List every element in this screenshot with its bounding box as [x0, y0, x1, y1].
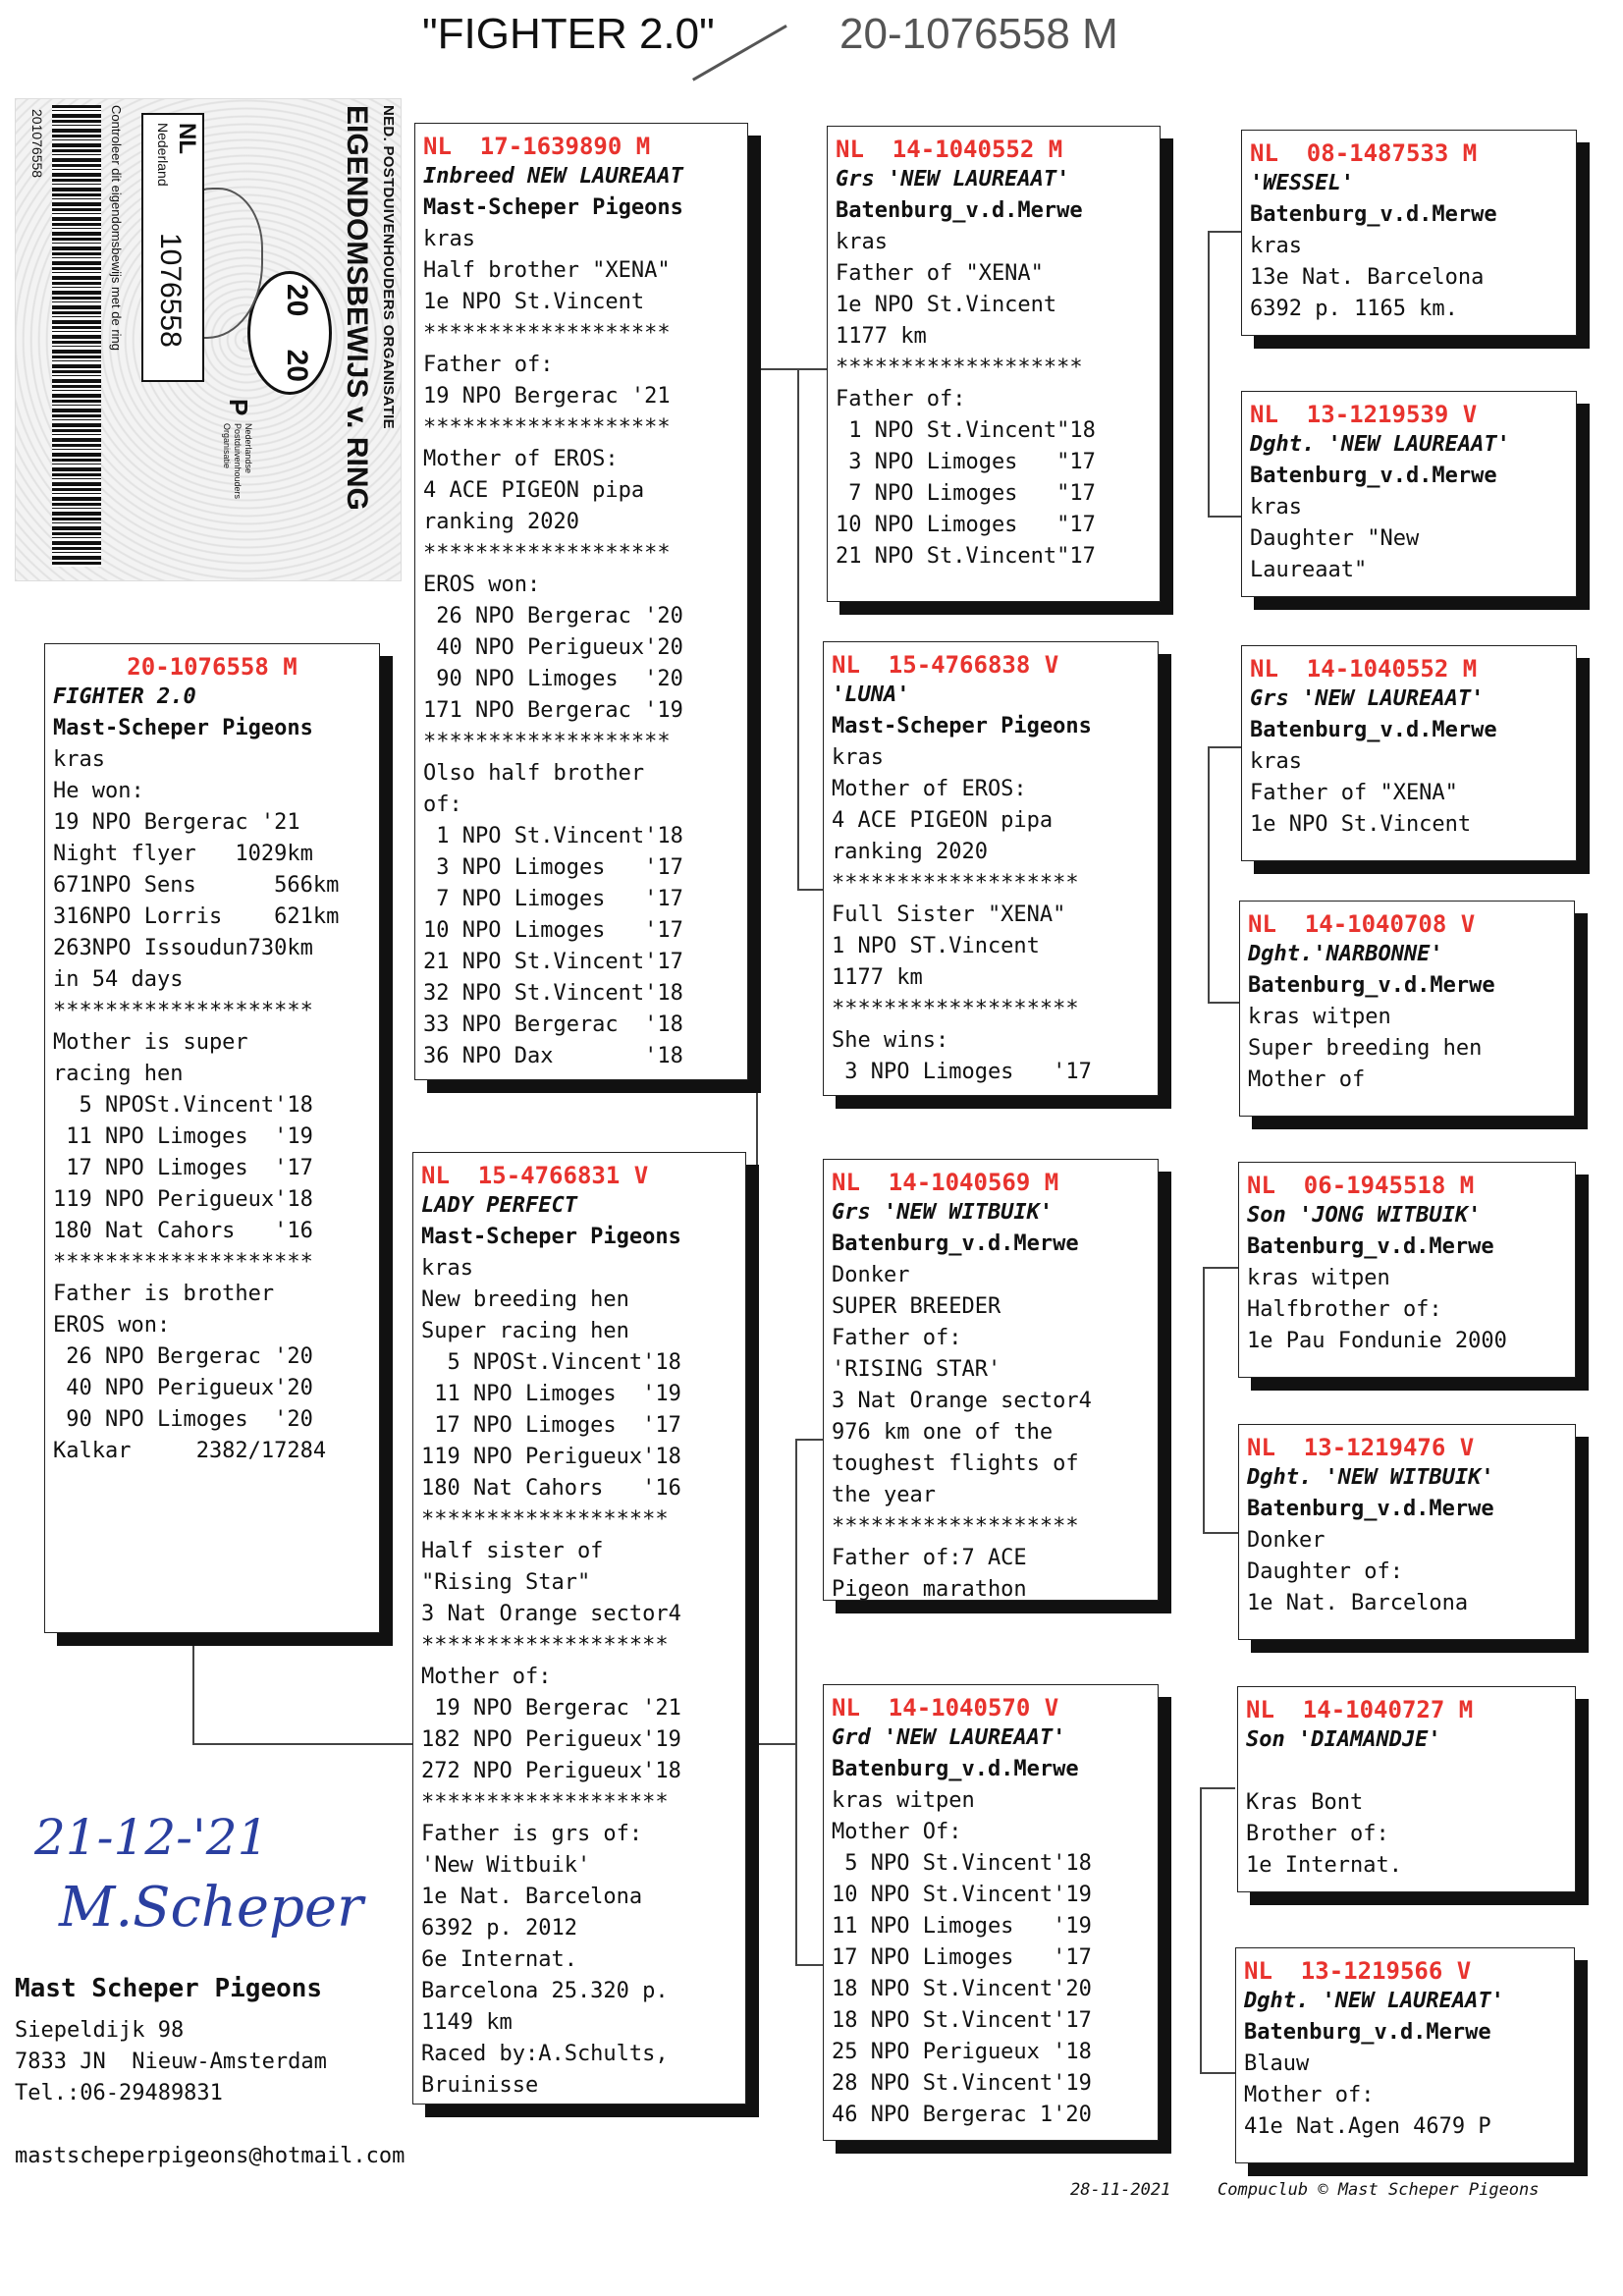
pigeon-card-ffm: [1241, 391, 1577, 597]
pigeon-info-line: *******************: [832, 871, 1079, 896]
connector-line: [795, 1964, 825, 1966]
pigeon-info-line: Batenburg_v.d.Merwe: [832, 1757, 1079, 1781]
signature-name: M.Scheper: [59, 1876, 363, 1940]
pigeon-info-line: *******************: [423, 415, 671, 440]
pigeon-info-line: the year: [832, 1483, 936, 1507]
pigeon-info-line: *******************: [421, 1633, 669, 1658]
pigeon-name: Dght. 'NEW LAUREAAT': [1250, 432, 1510, 457]
pigeon-info-line: Father is grs of:: [421, 1822, 643, 1846]
pigeon-name: LADY PERFECT: [421, 1193, 577, 1218]
pigeon-info-line: *******************: [832, 1514, 1079, 1539]
pigeon-info-line: 3 NPO Limoges "17: [836, 450, 1096, 474]
pigeon-info-line: *******************: [423, 321, 671, 346]
ring-number: NL 13-1219566 V: [1244, 1957, 1472, 1985]
pigeon-info-line: kras: [832, 745, 884, 770]
pigeon-info-line: Kalkar 2382/17284: [53, 1439, 327, 1463]
connector-line: [756, 368, 758, 1743]
pigeon-info-line: Daughter of:: [1247, 1559, 1403, 1584]
pigeon-info-line: Mast-Scheper Pigeons: [832, 714, 1092, 738]
pigeon-info-line: 180 Nat Cahors '16: [53, 1219, 313, 1243]
pigeon-info-line: Batenburg_v.d.Merwe: [1247, 1234, 1494, 1259]
pigeon-info-line: Raced by:A.Schults,: [421, 2042, 669, 2066]
pigeon-info-line: New breeding hen: [421, 1287, 629, 1312]
pigeon-info-line: 11 NPO Limoges '19: [421, 1382, 681, 1406]
pigeon-info-line: 19 NPO Bergerac '21: [423, 384, 671, 409]
pigeon-name: 'LUNA': [832, 683, 910, 707]
pigeon-name: Grs 'NEW WITBUIK': [832, 1200, 1054, 1225]
pigeon-info-line: 17 NPO Limoges '17: [832, 1945, 1092, 1970]
pigeon-info-line: 13e Nat. Barcelona: [1250, 265, 1485, 290]
pigeon-info-line: 36 NPO Dax '18: [423, 1044, 683, 1068]
pigeon-name: Dght.'NARBONNE': [1248, 942, 1443, 966]
pigeon-info-line: Bruinisse: [421, 2073, 539, 2098]
pigeon-info-line: 6e Internat.: [421, 1947, 577, 1972]
pigeon-info-line: 1e NPO St.Vincent: [836, 293, 1057, 317]
pigeon-info-line: kras: [421, 1256, 473, 1281]
pigeon-info-line: 17 NPO Limoges '17: [421, 1413, 681, 1438]
pigeon-info-line: 19 NPO Bergerac '21: [53, 810, 300, 835]
pigeon-info-line: 10 NPO Limoges '17: [423, 918, 683, 943]
pigeon-info-line: 119 NPO Perigueux'18: [53, 1187, 313, 1212]
pigeon-info-line: 1e Nat. Barcelona: [421, 1885, 643, 1909]
pigeon-info-line: 21 NPO St.Vincent"17: [836, 544, 1096, 569]
pigeon-info-line: 41e Nat.Agen 4679 P: [1244, 2114, 1491, 2139]
pigeon-info-line: *******************: [423, 730, 671, 754]
pigeon-card-main: [44, 643, 380, 1633]
pigeon-info-line: 11 NPO Limoges '19: [832, 1914, 1092, 1939]
owner-name: Mast Scheper Pigeons: [15, 1974, 323, 2003]
card-year-a: 20: [281, 284, 313, 317]
pigeon-card-mf: [823, 1159, 1159, 1601]
connector-line: [1203, 1532, 1238, 1534]
pigeon-info-line: EROS won:: [423, 573, 541, 597]
connector-line: [756, 1743, 795, 1745]
pigeon-info-line: 18 NPO St.Vincent'17: [832, 2008, 1092, 2033]
connector-line: [1200, 2072, 1235, 2074]
pigeon-info-line: Mast-Scheper Pigeons: [423, 195, 683, 220]
pigeon-info-line: 1 NPO ST.Vincent: [832, 934, 1040, 958]
owner-address: Siepeldijk 98: [15, 2018, 185, 2043]
connector-line: [192, 1743, 412, 1745]
pigeon-info-line: Super racing hen: [421, 1319, 629, 1343]
pigeon-info-line: SUPER BREEDER: [832, 1294, 1001, 1319]
pigeon-info-line: Batenburg_v.d.Merwe: [1247, 1497, 1494, 1521]
ring-number: NL 14-1040708 V: [1248, 910, 1476, 938]
pigeon-info-line: 1 NPO St.Vincent'18: [423, 824, 683, 848]
connector-line: [1208, 231, 1210, 516]
pigeon-info-line: ranking 2020: [423, 510, 579, 534]
pigeon-name: Dght. 'NEW LAUREAAT': [1244, 1989, 1504, 2013]
pigeon-info-line: Kras Bont: [1246, 1790, 1364, 1815]
pigeon-name: FIGHTER 2.0: [53, 684, 196, 709]
pigeon-info-line: 5 NPO St.Vincent'18: [832, 1851, 1092, 1876]
pigeon-info-line: 1e Pau Fondunie 2000: [1247, 1329, 1507, 1353]
pigeon-info-line: Olso half brother: [423, 761, 645, 786]
pigeon-info-line: 90 NPO Limoges '20: [53, 1407, 313, 1432]
card-year-b: 20: [281, 349, 313, 382]
pigeon-info-line: Father of:7 ACE: [832, 1546, 1027, 1570]
pigeon-info-line: 'RISING STAR': [832, 1357, 1001, 1382]
pigeon-info-line: kras witpen: [832, 1788, 975, 1813]
card-number: 1076558: [154, 233, 187, 348]
connector-line: [1200, 1787, 1235, 1789]
pigeon-name: Inbreed NEW LAUREAAT: [423, 164, 683, 189]
owner-phone: Tel.:06-29489831: [15, 2081, 223, 2105]
pigeon-info-line: Daughter "New: [1250, 526, 1420, 551]
ring-number: NL 14-1040570 V: [832, 1694, 1059, 1722]
pigeon-info-line: Half brother "XENA": [423, 258, 671, 283]
pigeon-name: Son 'DIAMANDJE': [1246, 1727, 1441, 1752]
pigeon-info-line: 'New Witbuik': [421, 1853, 591, 1878]
connector-line: [1208, 516, 1241, 518]
connector-line: [1208, 231, 1241, 233]
pigeon-info-line: Pigeon marathon: [832, 1577, 1027, 1602]
pigeon-info-line: racing hen: [53, 1062, 184, 1086]
pigeon-info-line: 10 NPO Limoges "17: [836, 513, 1096, 537]
pigeon-info-line: 7 NPO Limoges "17: [836, 481, 1096, 506]
connector-line: [1208, 746, 1210, 1002]
pigeon-info-line: He won:: [53, 779, 144, 803]
pigeon-info-line: 26 NPO Bergerac '20: [53, 1344, 313, 1369]
pigeon-card-fff: [1241, 130, 1577, 336]
card-title: EIGENDOMSBEWIJS v. RING: [341, 105, 373, 511]
pigeon-info-line: Mother is super: [53, 1030, 248, 1055]
pigeon-info-line: Mother Of:: [832, 1820, 962, 1844]
pigeon-info-line: Batenburg_v.d.Merwe: [1248, 973, 1495, 998]
pigeon-info-line: Mast-Scheper Pigeons: [53, 716, 313, 740]
pigeon-info-line: 1e NPO St.Vincent: [423, 290, 645, 314]
card-barcode-number: 201076558: [29, 109, 45, 179]
pigeon-info-line: Batenburg_v.d.Merwe: [1250, 464, 1497, 488]
pigeon-info-line: Laureaat": [1250, 558, 1368, 582]
ring-number: 20-1076558 M: [127, 653, 298, 681]
connector-line: [192, 1635, 194, 1743]
pigeon-info-line: ranking 2020: [832, 840, 988, 864]
pigeon-info-line: *******************: [832, 997, 1079, 1021]
card-check-text: Controleer dit eigendomsbewijs met de ring: [109, 105, 124, 352]
pigeon-info-line: EROS won:: [53, 1313, 171, 1338]
pigeon-info-line: 18 NPO St.Vincent'20: [832, 1977, 1092, 2001]
pigeon-info-line: 182 NPO Perigueux'19: [421, 1727, 681, 1752]
ring-number: NL 13-1219476 V: [1247, 1434, 1475, 1461]
connector-line: [795, 1439, 797, 1964]
pigeon-info-line: Mother of EROS:: [423, 447, 619, 471]
pigeon-info-line: Halfbrother of:: [1247, 1297, 1442, 1322]
pigeon-info-line: 17 NPO Limoges '17: [53, 1156, 313, 1180]
connector-line: [1208, 746, 1241, 748]
pigeon-card-mother: [412, 1152, 746, 2105]
ring-number: NL 08-1487533 M: [1250, 139, 1478, 167]
pigeon-info-line: Batenburg_v.d.Merwe: [836, 198, 1083, 223]
pigeon-info-line: Father of:: [832, 1326, 962, 1350]
pigeon-info-line: Donker: [1247, 1528, 1325, 1553]
barcode-icon: [52, 105, 101, 567]
card-org: NED. POSTDUIVENHOUDERS ORGANISATIE: [380, 105, 397, 429]
pigeon-info-line: 40 NPO Perigueux'20: [53, 1376, 313, 1400]
pigeon-card-ff: [827, 126, 1161, 602]
ring-number: NL 14-1040552 M: [1250, 655, 1478, 683]
pigeon-info-line: 11 NPO Limoges '19: [53, 1124, 313, 1149]
pigeon-card-mmm: [1235, 1947, 1575, 2163]
pigeon-info-line: 32 NPO St.Vincent'18: [423, 981, 683, 1006]
pigeon-info-line: Batenburg_v.d.Merwe: [1250, 202, 1497, 227]
pigeon-info-line: 119 NPO Perigueux'18: [421, 1445, 681, 1469]
pigeon-name: Grs 'NEW LAUREAAT': [1250, 686, 1485, 711]
pigeon-info-line: 28 NPO St.Vincent'19: [832, 2071, 1092, 2096]
pigeon-info-line: Mother of:: [421, 1665, 552, 1689]
pigeon-info-line: 4 ACE PIGEON pipa: [832, 808, 1054, 833]
ownership-card: [15, 98, 402, 581]
pigeon-info-line: Batenburg_v.d.Merwe: [1244, 2020, 1491, 2045]
pigeon-info-line: 180 Nat Cahors '16: [421, 1476, 681, 1501]
pigeon-card-mfm: [1238, 1424, 1576, 1640]
pigeon-info-line: *******************: [836, 355, 1083, 380]
pigeon-info-line: kras: [53, 747, 105, 772]
pigeon-info-line: Mast-Scheper Pigeons: [421, 1225, 681, 1249]
pigeon-info-line: kras: [1250, 495, 1302, 519]
pigeon-name: Son 'JONG WITBUIK': [1247, 1203, 1482, 1228]
pigeon-info-line: kras: [1250, 234, 1302, 258]
pigeon-info-line: 1 NPO St.Vincent"18: [836, 418, 1096, 443]
pigeon-info-line: 90 NPO Limoges '20: [423, 667, 683, 691]
pigeon-info-line: 5 NPOSt.Vincent'18: [421, 1350, 681, 1375]
pigeon-info-line: Donker: [832, 1263, 910, 1287]
pigeon-name-header: "FIGHTER 2.0": [422, 10, 715, 58]
connector-line: [797, 368, 799, 889]
card-country: NL: [174, 123, 200, 154]
pigeon-info-line: 33 NPO Bergerac '18: [423, 1012, 683, 1037]
pigeon-card-fmf: [1241, 645, 1577, 861]
pigeon-info-line: Father of "XENA": [836, 261, 1044, 286]
ring-number-header: 20-1076558 M: [839, 10, 1118, 58]
pigeon-info-line: 6392 p. 1165 km.: [1250, 297, 1458, 321]
pigeon-info-line: kras: [836, 230, 888, 254]
pigeon-info-line: *******************: [421, 1790, 669, 1815]
pigeon-info-line: Father of "XENA": [1250, 781, 1458, 805]
pigeon-info-line: kras witpen: [1247, 1266, 1390, 1290]
ring-number: NL 17-1639890 M: [423, 133, 651, 160]
pigeon-info-line: [1246, 1756, 1567, 1787]
pigeon-name: Grs 'NEW LAUREAAT': [836, 167, 1070, 191]
connector-line: [1208, 1002, 1241, 1004]
ring-number: NL 14-1040569 M: [832, 1169, 1059, 1196]
pigeon-info-line: 4 ACE PIGEON pipa: [423, 478, 645, 503]
pigeon-info-line: 25 NPO Perigueux '18: [832, 2040, 1092, 2064]
print-date: 28-11-2021: [1070, 2180, 1171, 2200]
card-logo-text: Nederlandse Postduivenhouders Organisatie: [222, 423, 253, 500]
ring-number: NL 13-1219539 V: [1250, 401, 1478, 428]
owner-city: 7833 JN Nieuw-Amsterdam: [15, 2050, 327, 2074]
pigeon-info-line: kras witpen: [1248, 1005, 1391, 1029]
pigeon-name: Dght. 'NEW WITBUIK': [1247, 1465, 1494, 1490]
pigeon-info-line: 3 Nat Orange sector4: [421, 1602, 681, 1626]
ring-number: NL 14-1040552 M: [836, 136, 1063, 163]
pigeon-info-line: *******************: [421, 1507, 669, 1532]
ring-number: NL 14-1040727 M: [1246, 1696, 1474, 1723]
pigeon-info-line: 21 NPO St.Vincent'17: [423, 950, 683, 974]
pigeon-info-line: Mother of: [1248, 1067, 1366, 1092]
pigeon-card-mff: [1238, 1162, 1576, 1378]
pigeon-info-line: 7 NPO Limoges '17: [423, 887, 683, 911]
pigeon-info-line: "Rising Star": [421, 1570, 591, 1595]
card-letter: P: [224, 399, 253, 416]
pigeon-info-line: 1177 km: [832, 965, 923, 990]
connector-line: [795, 1439, 825, 1441]
pigeon-info-line: of:: [423, 793, 462, 817]
pigeon-info-line: Mother of EROS:: [832, 777, 1027, 801]
pigeon-info-line: Full Sister "XENA": [832, 902, 1066, 927]
connector-line: [797, 368, 827, 370]
pigeon-info-line: kras: [423, 227, 475, 251]
pigeon-info-line: in 54 days: [53, 967, 184, 992]
pigeon-info-line: 1149 km: [421, 2010, 513, 2035]
connector-line: [1200, 1787, 1202, 2072]
pigeon-info-line: 976 km one of the: [832, 1420, 1054, 1445]
pigeon-info-line: 1e NPO St.Vincent: [1250, 812, 1472, 837]
ring-number: NL 15-4766831 V: [421, 1162, 649, 1189]
connector-line: [1203, 1267, 1205, 1532]
pigeon-info-line: kras: [1250, 749, 1302, 774]
connector-line: [756, 368, 797, 370]
ring-number: NL 06-1945518 M: [1247, 1172, 1475, 1199]
pigeon-info-line: Half sister of: [421, 1539, 604, 1563]
ring-number: NL 15-4766838 V: [832, 651, 1059, 679]
pigeon-info-line: Batenburg_v.d.Merwe: [832, 1231, 1079, 1256]
pigeon-info-line: 10 NPO St.Vincent'19: [832, 1883, 1092, 1907]
pigeon-info-line: Father of:: [836, 387, 966, 411]
pigeon-info-line: 171 NPO Bergerac '19: [423, 698, 683, 723]
signature-date: 21-12-'21: [34, 1809, 269, 1866]
pigeon-info-line: 26 NPO Bergerac '20: [423, 604, 683, 629]
pigeon-info-line: 316NPO Lorris 621km: [53, 904, 340, 929]
connector-line: [1203, 1267, 1238, 1269]
pigeon-info-line: 3 NPO Limoges '17: [423, 855, 683, 880]
pigeon-info-line: 272 NPO Perigueux'18: [421, 1759, 681, 1783]
pigeon-info-line: 263NPO Issoudun730km: [53, 936, 313, 960]
pigeon-card-mm: [823, 1684, 1159, 2141]
pigeon-info-line: Father is brother: [53, 1282, 275, 1306]
pigeon-info-line: 1177 km: [836, 324, 927, 349]
pigeon-card-father: [414, 123, 748, 1080]
pigeon-info-line: Barcelona 25.320 p.: [421, 1979, 669, 2003]
pigeon-info-line: toughest flights of: [832, 1451, 1079, 1476]
pigeon-info-line: ********************: [53, 1250, 313, 1275]
pigeon-info-line: Father of:: [423, 353, 554, 377]
pigeon-info-line: 3 NPO Limoges '17: [832, 1060, 1092, 1084]
card-ring-box: [141, 113, 204, 382]
pigeon-info-line: Night flyer 1029km: [53, 842, 313, 866]
owner-email[interactable]: mastscheperpigeons@hotmail.com: [15, 2144, 406, 2168]
pigeon-info-line: 6392 p. 2012: [421, 1916, 577, 1941]
pigeon-card-fmm: [1239, 901, 1575, 1117]
pigeon-card-mmf: [1237, 1686, 1576, 1892]
pigeon-info-line: *******************: [423, 541, 671, 566]
pigeon-info-line: Brother of:: [1246, 1822, 1389, 1846]
credit-text: Compuclub © Mast Scheper Pigeons: [1217, 2180, 1540, 2200]
card-year-circle: [247, 271, 332, 395]
pigeon-info-line: Mother of:: [1244, 2083, 1375, 2107]
pigeon-info-line: 1e Internat.: [1246, 1853, 1402, 1878]
pigeon-name: Grd 'NEW LAUREAAT': [832, 1725, 1066, 1750]
pigeon-info-line: Super breeding hen: [1248, 1036, 1483, 1061]
pigeon-name: 'WESSEL': [1250, 171, 1354, 195]
pigeon-info-line: She wins:: [832, 1028, 949, 1053]
pigeon-info-line: ********************: [53, 999, 313, 1023]
pigeon-info-line: 19 NPO Bergerac '21: [421, 1696, 681, 1721]
pigeon-info-line: Blauw: [1244, 2051, 1310, 2076]
pigeon-info-line: 5 NPOSt.Vincent'18: [53, 1093, 313, 1118]
card-country-name: Nederland: [155, 123, 171, 187]
pigeon-info-line: 1e Nat. Barcelona: [1247, 1591, 1469, 1615]
pigeon-info-line: 40 NPO Perigueux'20: [423, 635, 683, 660]
pigeon-info-line: 46 NPO Bergerac 1'20: [832, 2103, 1092, 2127]
pigeon-info-line: 671NPO Sens 566km: [53, 873, 340, 898]
pigeon-info-line: 3 Nat Orange sector4: [832, 1389, 1092, 1413]
pigeon-info-line: Batenburg_v.d.Merwe: [1250, 718, 1497, 742]
pigeon-card-fm: [823, 641, 1159, 1096]
